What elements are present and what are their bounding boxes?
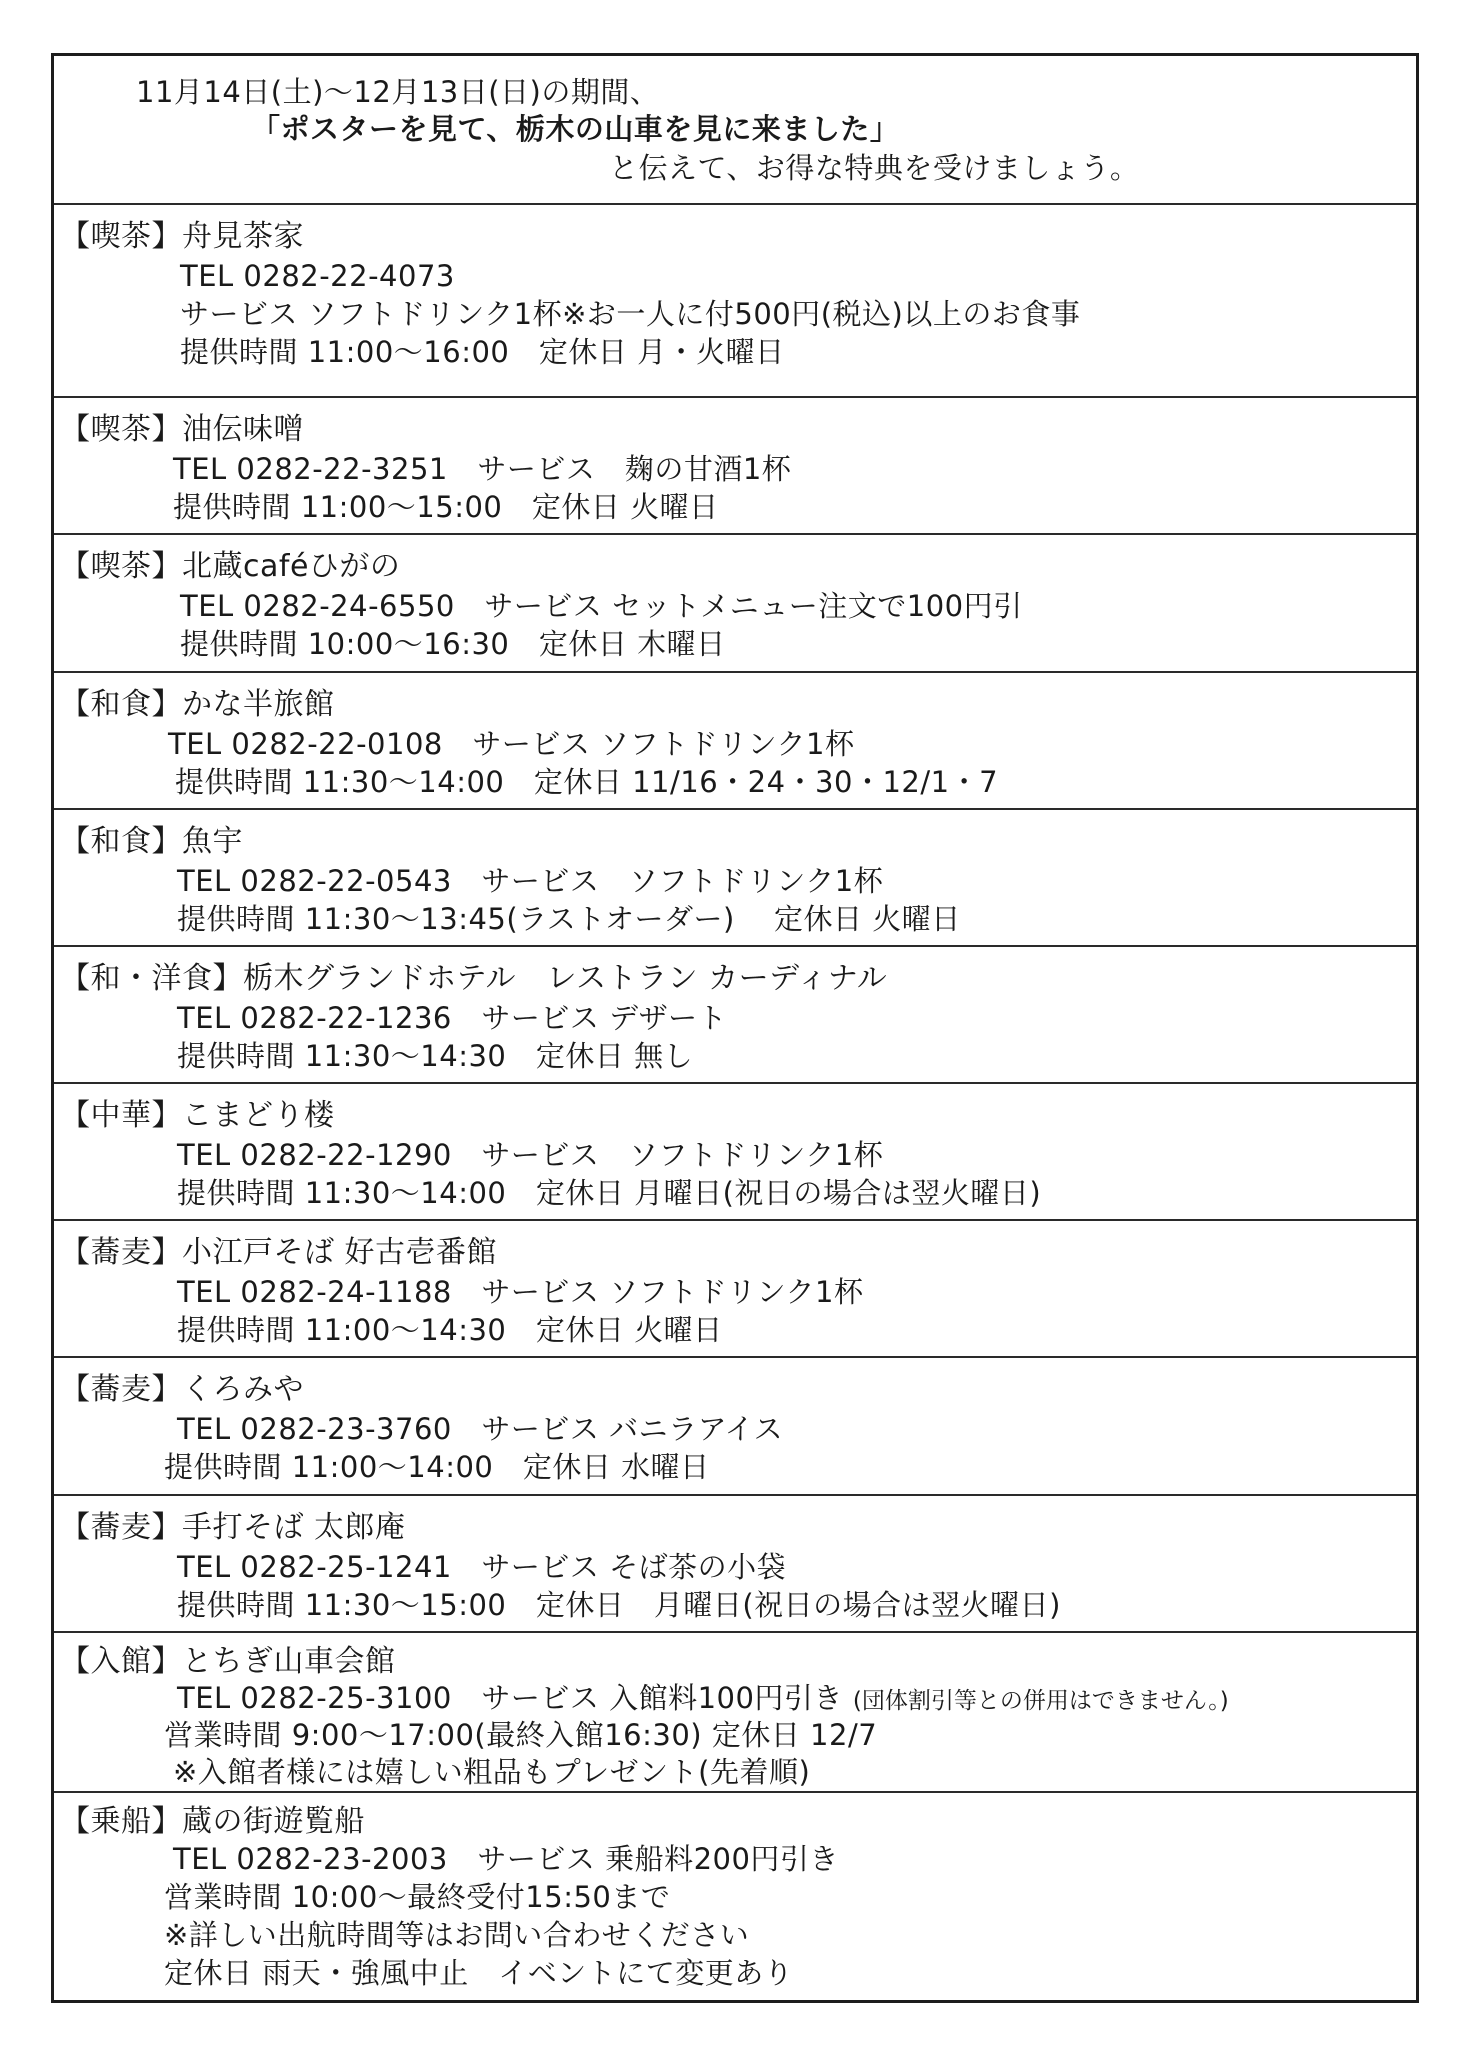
entry-tel-service [177,1680,1229,1719]
entry-uou [54,810,1416,947]
entry-heading: 【和食】かな半旅館 [60,687,335,722]
entry-heading: 【蕎麦】小江戸そば 好古壱番館 [60,1235,498,1270]
entry-hours: 提供時間 11:30～15:00 定休日 月曜日(祝日の場合は翌火曜日) [177,1588,1061,1622]
entry-hours: 提供時間 11:00～14:00 定休日 水曜日 [164,1450,710,1484]
entry-hours: 提供時間 11:00～16:00 定休日 月・火曜日 [180,335,785,369]
entry-tarouan [54,1496,1416,1633]
entry-gift-note: ※入館者様には嬉しい粗品もプレゼント(先着順) [173,1755,811,1789]
entry-hours: 提供時間 11:30～14:00 定休日 11/16・24・30・12/1・7 [175,765,999,799]
entry-heading: 【蕎麦】手打そば 太郎庵 [60,1510,406,1545]
entry-tel-service: TEL 0282-25-1241 サービス そば茶の小袋 [177,1550,787,1584]
entry-tel-service: TEL 0282-22-1290 サービス ソフトドリンク1杯 [177,1138,884,1172]
entry-funamichaya [54,205,1416,398]
entry-heading: 【和食】魚宇 [60,824,243,859]
entry-tel: TEL 0282-22-4073 [180,259,455,293]
entry-tel-service: TEL 0282-24-6550 サービス セットメニュー注文で100円引 [180,589,1023,623]
intro-phrase: 「ポスターを見て、栃木の山車を見に来ました」 [251,112,900,146]
entry-aburaden-miso [54,398,1416,535]
entry-kanahan-ryokan [54,673,1416,810]
entry-tel-service: TEL 0282-23-2003 サービス 乗船料200円引き [173,1842,839,1876]
entry-heading: 【入館】とちぎ山車会館 [60,1644,396,1679]
entry-hours: 提供時間 11:00～14:30 定休日 火曜日 [177,1313,723,1347]
entry-tochigi-grand-hotel [54,947,1416,1084]
intro-instruction: と伝えて、お得な特典を受けましょう。 [609,151,1140,185]
entry-tel-service-text: TEL 0282-25-3100 サービス 入館料100円引き [177,1681,843,1715]
entry-heading: 【乗船】蔵の街遊覧船 [60,1804,365,1839]
entry-kuranomachi-yuransen [54,1793,1416,2000]
entry-hours: 提供時間 11:30～14:30 定休日 無し [177,1039,694,1073]
entry-heading: 【和・洋食】栃木グランドホテル レストラン カーディナル [60,961,888,996]
entry-closed-days: 定休日 雨天・強風中止 イベントにて変更あり [164,1956,794,1990]
entry-heading: 【喫茶】北蔵caféひがの [60,549,401,584]
flyer-frame [51,53,1419,2003]
entry-kuromiya [54,1358,1416,1496]
entry-hours: 提供時間 10:00～16:30 定休日 木曜日 [180,627,726,661]
entry-hours: 提供時間 11:30～14:00 定休日 月曜日(祝日の場合は翌火曜日) [177,1176,1042,1210]
entry-kitakura-cafe-higano [54,535,1416,673]
entry-heading: 【喫茶】舟見茶家 [60,219,304,254]
entry-heading: 【蕎麦】くろみや [60,1372,304,1407]
entry-hours: 営業時間 10:00～最終受付15:50まで [164,1880,671,1914]
intro-section [54,56,1416,205]
entry-koedo-soba [54,1221,1416,1358]
entry-heading: 【喫茶】油伝味噌 [60,412,304,447]
entry-service-note: (団体割引等との併用はできません。) [852,1688,1229,1714]
entry-service: サービス ソフトドリンク1杯※お一人に付500円(税込)以上のお食事 [180,297,1081,331]
intro-period: 11月14日(土)～12月13日(日)の期間、 [136,75,660,109]
entry-hours: 提供時間 11:30～13:45(ラストオーダー) 定休日 火曜日 [177,902,961,936]
entry-hours: 営業時間 9:00～17:00(最終入館16:30) 定休日 12/7 [164,1718,878,1752]
entry-departure-note: ※詳しい出航時間等はお問い合わせください [164,1918,750,1952]
entry-tel-service: TEL 0282-22-0108 サービス ソフトドリンク1杯 [168,727,855,761]
entry-heading: 【中華】こまどり楼 [60,1098,335,1133]
entry-tochigi-dashi-kaikan [54,1633,1416,1793]
entry-tel-service: TEL 0282-22-1236 サービス デザート [177,1001,728,1035]
entry-tel-service: TEL 0282-23-3760 サービス バニラアイス [177,1412,784,1446]
entry-hours: 提供時間 11:00～15:00 定休日 火曜日 [173,490,719,524]
entry-komadori-ro [54,1084,1416,1221]
entry-tel-service: TEL 0282-22-0543 サービス ソフトドリンク1杯 [177,864,884,898]
entry-tel-service: TEL 0282-24-1188 サービス ソフトドリンク1杯 [177,1275,864,1309]
entry-tel-service: TEL 0282-22-3251 サービス 麹の甘酒1杯 [173,452,792,486]
